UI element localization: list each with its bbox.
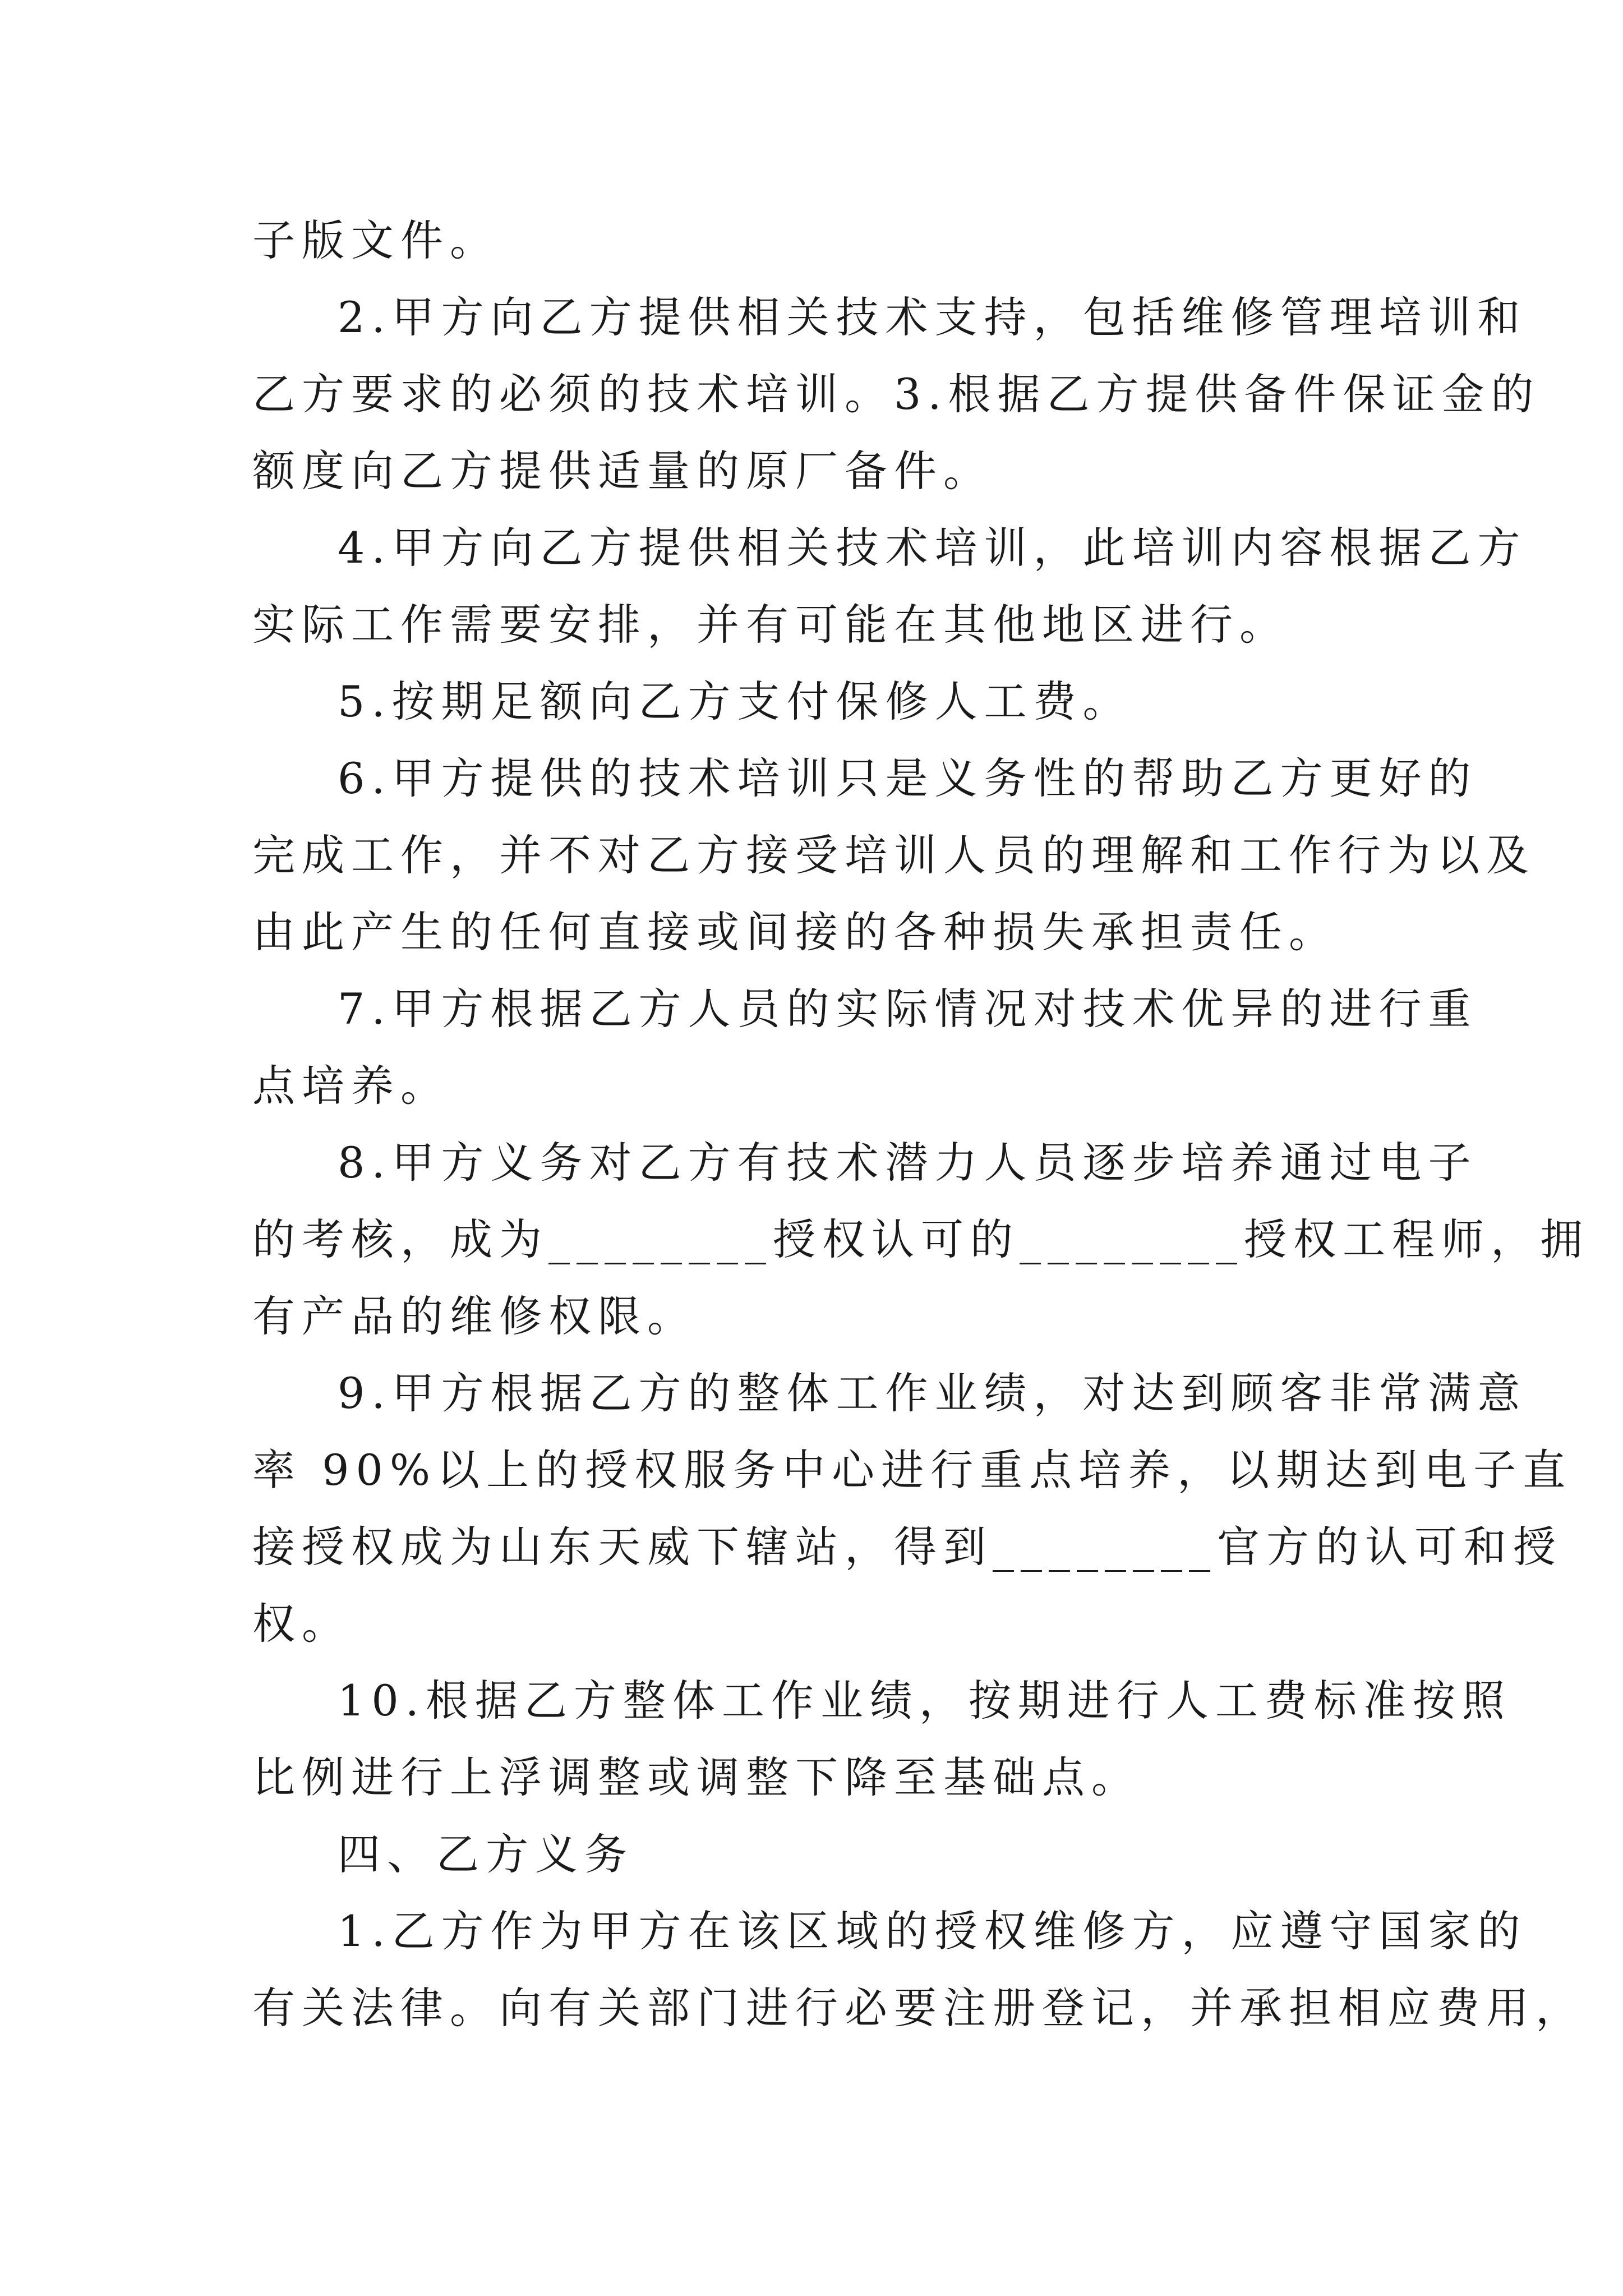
text-line: 2.甲方向乙方提供相关技术支持，包括维修管理培训和 <box>338 292 1527 342</box>
paragraph-item-4 <box>252 509 1527 663</box>
paragraph-item-8 <box>252 1124 1589 1355</box>
text-line: 的考核，成为________授权认可的________授权工程师，拥 <box>252 1214 1589 1264</box>
text-line: 点培养。 <box>252 1061 450 1111</box>
text-line: 完成工作，并不对乙方接受培训人员的理解和工作行为以及 <box>252 830 1536 880</box>
text-line: 10.根据乙方整体工作业绩，按期进行人工费标准按照 <box>338 1676 1511 1726</box>
paragraph-item-2 <box>252 279 1541 509</box>
paragraph-party-b-item-1 <box>252 1893 1585 2046</box>
text-line: 率 90%以上的授权服务中心进行重点培养，以期达到电子直 <box>252 1445 1573 1495</box>
text-line: 7.甲方根据乙方人员的实际情况对技术优异的进行重 <box>338 984 1478 1034</box>
paragraph-continuation <box>252 202 1391 279</box>
text-line: 额度向乙方提供适量的原厂备件。 <box>252 446 993 496</box>
text-line: 有关法律。向有关部门进行必要注册登记，并承担相应费用， <box>252 1983 1585 2033</box>
text-line: 5.按期足额向乙方支付保修人工费。 <box>338 677 1132 726</box>
text-line: 接授权成为山东天威下辖站，得到________官方的认可和授 <box>252 1522 1562 1572</box>
text-line: 由此产生的任何直接或间接的各种损失承担责任。 <box>252 907 1338 957</box>
paragraph-item-5 <box>252 663 1391 740</box>
text-line: 9.甲方根据乙方的整体工作业绩，对达到顾客非常满意 <box>338 1368 1527 1418</box>
text-line: 实际工作需要安排，并有可能在其他地区进行。 <box>252 600 1289 650</box>
text-line: 比例进行上浮调整或调整下降至基础点。 <box>252 1752 1141 1802</box>
paragraph-item-7 <box>252 970 1478 1124</box>
text-line: 乙方要求的必须的技术培训。3.根据乙方提供备件保证金的 <box>252 369 1541 419</box>
text-line: 四、乙方义务 <box>338 1829 634 1879</box>
section-heading <box>252 1816 1391 1893</box>
text-line: 8.甲方义务对乙方有技术潜力人员逐步培养通过电子 <box>338 1138 1478 1188</box>
text-line: 有产品的维修权限。 <box>252 1291 697 1341</box>
paragraph-item-10 <box>252 1662 1511 1816</box>
text-line: 权。 <box>252 1599 351 1649</box>
text-line: 6.甲方提供的技术培训只是义务性的帮助乙方更好的 <box>338 753 1478 803</box>
document-page <box>252 202 1589 2046</box>
text-line: 4.甲方向乙方提供相关技术培训，此培训内容根据乙方 <box>338 523 1527 573</box>
text-line: 子版文件。 <box>252 215 499 265</box>
paragraph-item-9 <box>252 1355 1573 1662</box>
paragraph-item-6 <box>252 740 1536 970</box>
text-line: 1.乙方作为甲方在该区域的授权维修方，应遵守国家的 <box>338 1906 1527 1956</box>
